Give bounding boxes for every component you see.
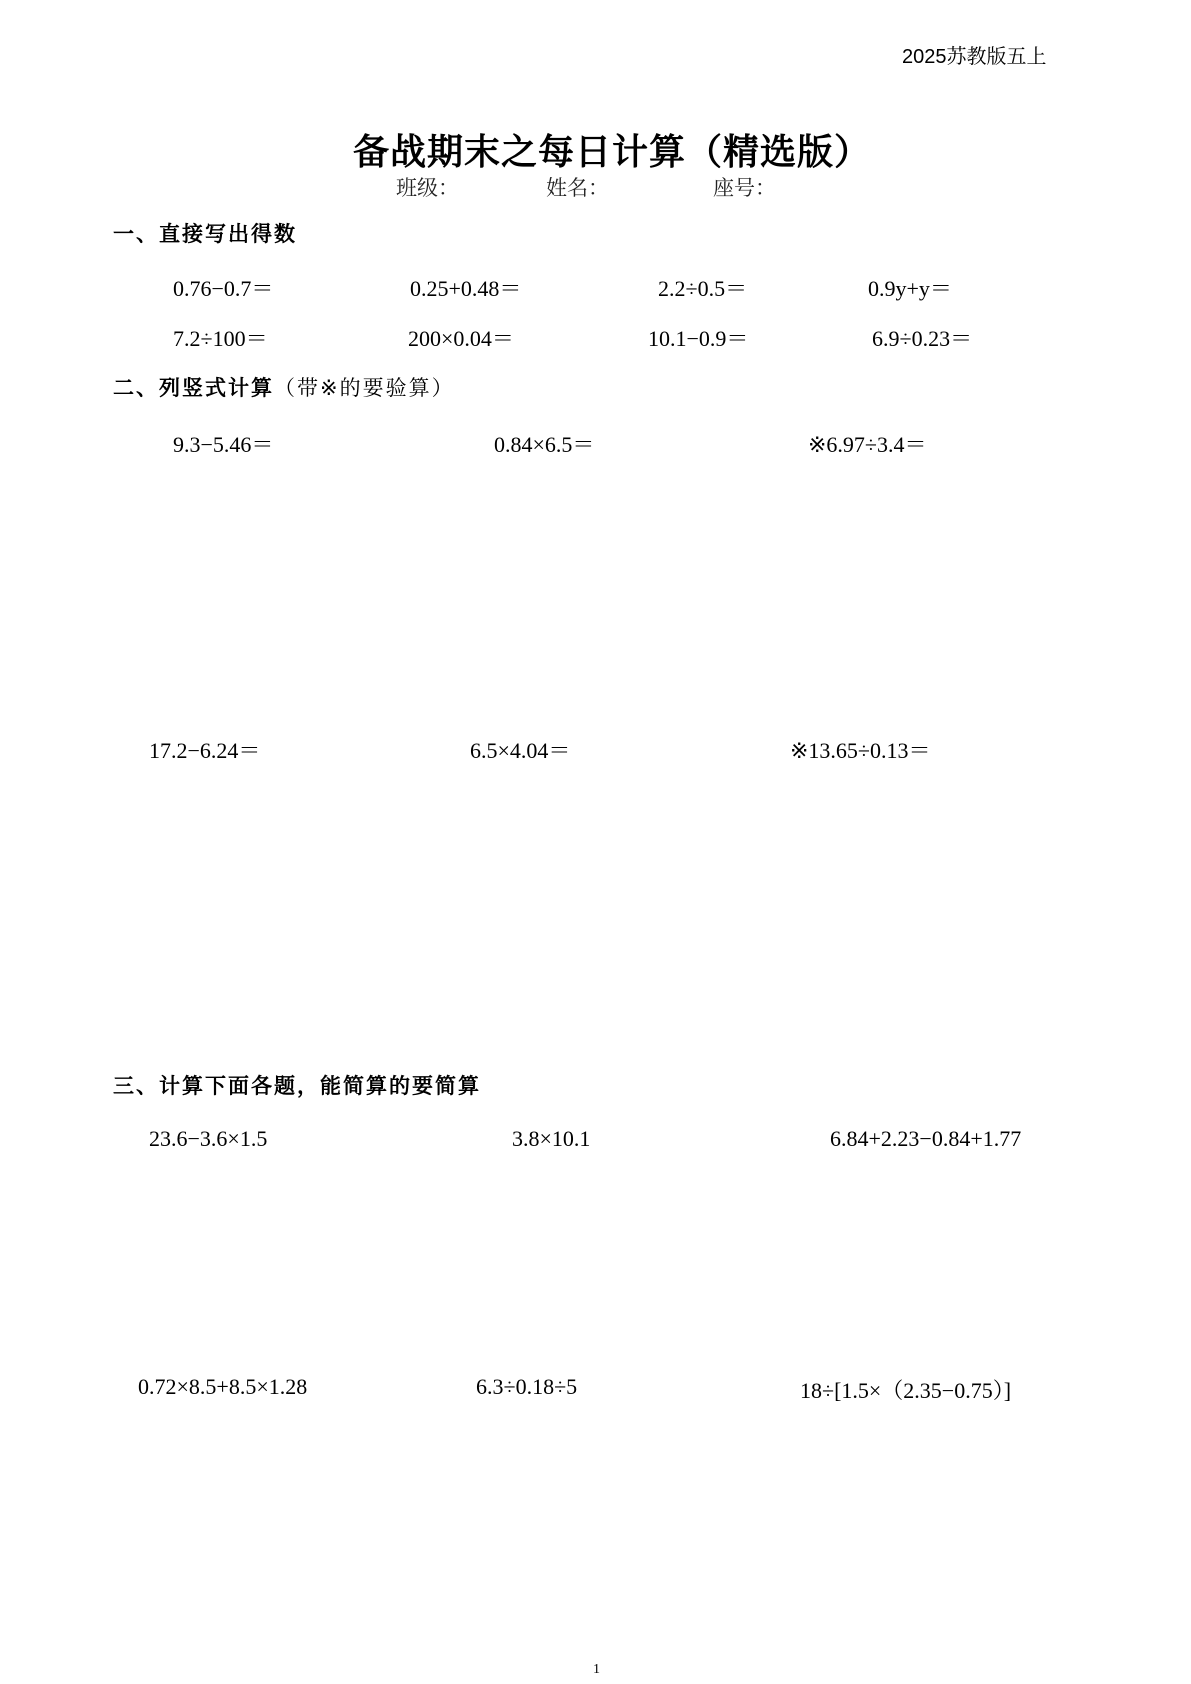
problem: 200×0.04＝ bbox=[408, 326, 514, 351]
problem: 2.2÷0.5＝ bbox=[658, 276, 748, 301]
problem: 0.25+0.48＝ bbox=[410, 276, 522, 301]
header-tag: 2025苏教版五上 bbox=[902, 46, 1047, 68]
page-number: 1 bbox=[593, 1662, 600, 1677]
section-1-heading: 一、直接写出得数 bbox=[113, 222, 297, 246]
seat-label: 座号： bbox=[713, 176, 776, 200]
problem: 23.6−3.6×1.5 bbox=[149, 1126, 268, 1151]
page-title: 备战期末之每日计算（精选版） bbox=[353, 132, 872, 173]
problem: 3.8×10.1 bbox=[512, 1126, 591, 1151]
problem: 0.76−0.7＝ bbox=[173, 276, 274, 301]
section-2-note: （带※的要验算） bbox=[274, 376, 455, 400]
problem: 18÷[1.5×（2.35−0.75）] bbox=[800, 1378, 1012, 1403]
problem: 10.1−0.9＝ bbox=[648, 326, 749, 351]
problem: ※6.97÷3.4＝ bbox=[808, 432, 927, 457]
problem: 9.3−5.46＝ bbox=[173, 432, 274, 457]
problem: 6.84+2.23−0.84+1.77 bbox=[830, 1126, 1022, 1151]
name-label: 姓名： bbox=[546, 176, 609, 200]
problem: 6.3÷0.18÷5 bbox=[476, 1374, 578, 1399]
problem: 6.9÷0.23＝ bbox=[872, 326, 973, 351]
section-2-title: 二、列竖式计算 bbox=[113, 376, 274, 400]
problem: ※13.65÷0.13＝ bbox=[790, 738, 931, 763]
problem: 0.72×8.5+8.5×1.28 bbox=[138, 1374, 308, 1399]
problem: 17.2−6.24＝ bbox=[149, 738, 261, 763]
problem: 0.9y+y＝ bbox=[868, 276, 952, 301]
problem: 7.2÷100＝ bbox=[173, 326, 268, 351]
problem: 6.5×4.04＝ bbox=[470, 738, 571, 763]
problem: 0.84×6.5＝ bbox=[494, 432, 595, 457]
class-label: 班级： bbox=[396, 176, 459, 200]
section-2-heading bbox=[113, 372, 455, 402]
section-3-heading: 三、计算下面各题，能简算的要简算 bbox=[113, 1074, 481, 1098]
